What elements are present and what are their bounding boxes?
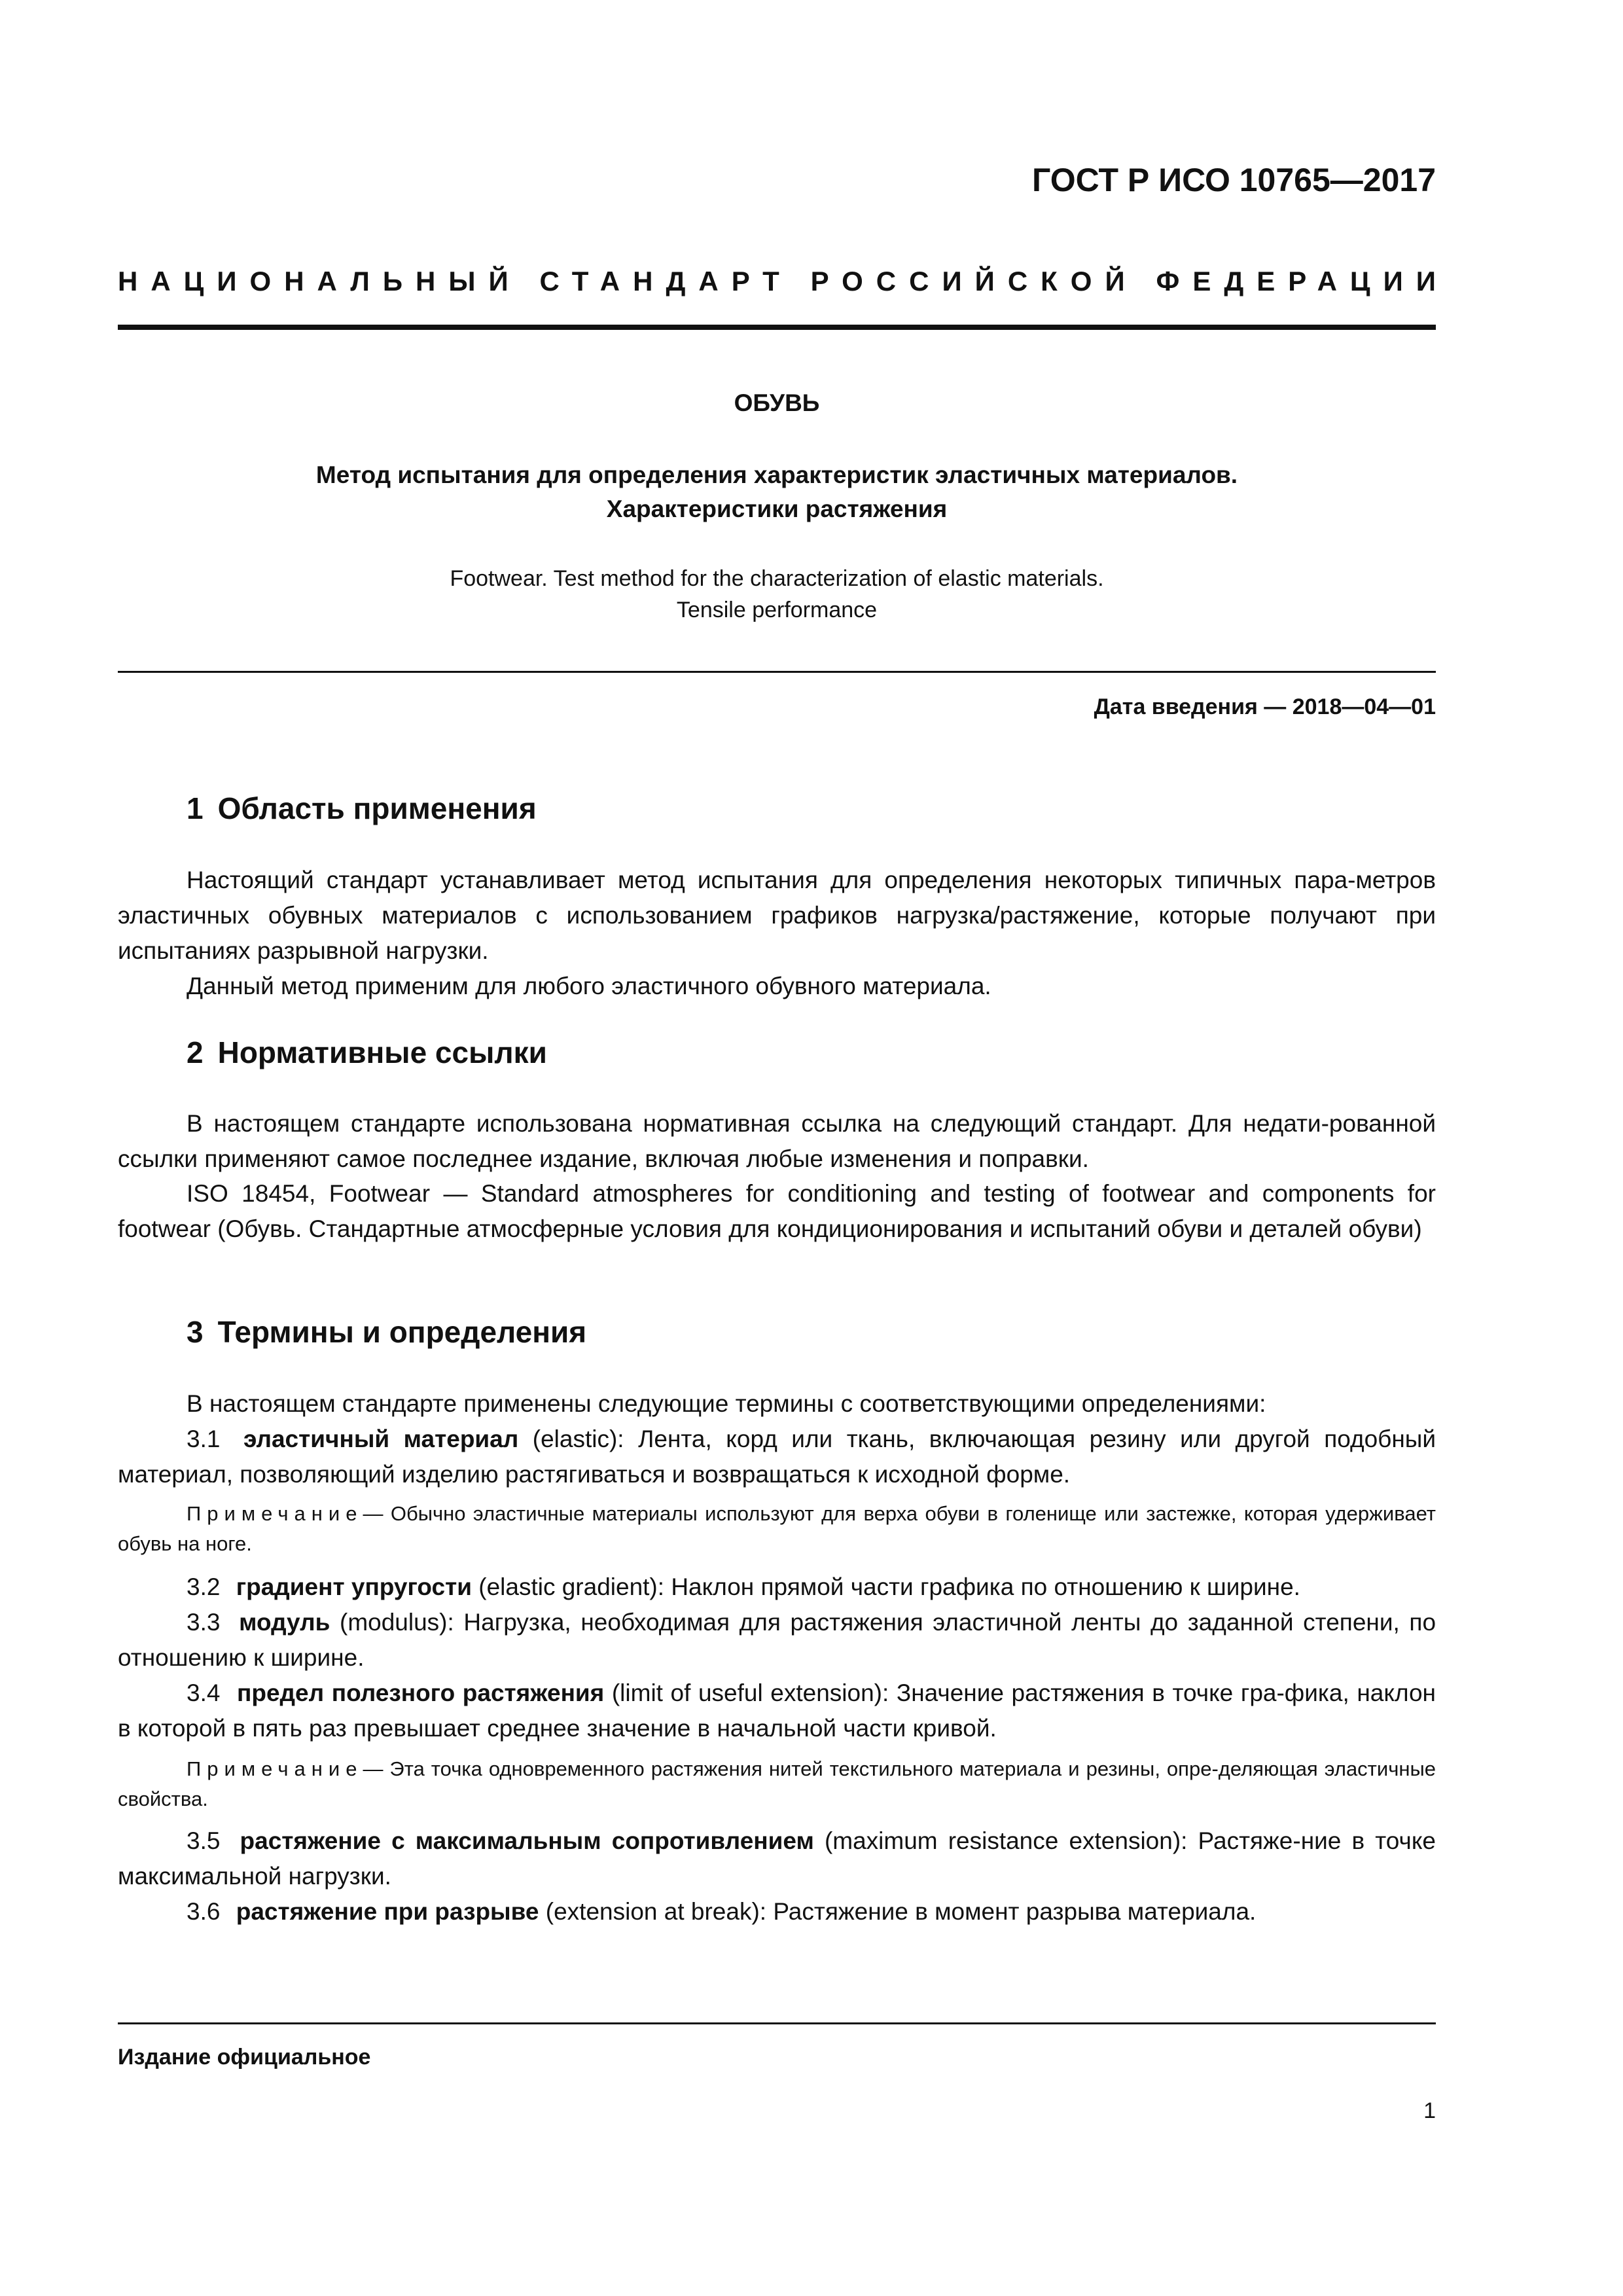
title-divider [118,671,1436,673]
section-title: Нормативные ссылки [217,1035,547,1069]
term-number: 3.3 [187,1609,221,1636]
term-english: (elastic gradient): [478,1573,665,1600]
term-name: растяжение с максимальным сопротивлением [240,1827,814,1854]
note [118,1754,1436,1814]
english-title-line: Footwear. Test method for the characterization of elastic materials. [450,566,1104,591]
term-number: 3.5 [187,1827,221,1854]
section-number: 1 [187,791,204,825]
term-english: (elastic): [532,1426,624,1452]
term-name: предел полезного растяжения [237,1679,605,1706]
subtitle-line: Характеристики растяжения [606,495,948,522]
term-definition [118,1422,1436,1492]
term-text: Растяже-ние в точке максимальной нагрузки. [118,1827,1436,1890]
section-title: Область применения [217,791,537,825]
standard-code: ГОСТ Р ИСО 10765—2017 [1032,162,1436,198]
note-label: Примечание [187,1502,363,1525]
standard-banner [118,262,1449,301]
section-title: Термины и определения [217,1315,587,1349]
banner-word: ФЕДЕРАЦИИ [1156,266,1449,296]
term-name: градиент упругости [236,1573,472,1600]
document-subtitle [118,458,1436,526]
term-english: (extension at break): [545,1898,767,1925]
note [118,1499,1436,1559]
footer-divider [118,2022,1436,2024]
banner-word: НАЦИОНАЛЬНЫЙ [118,266,522,296]
edition-label: Издание официальное [118,2045,371,2070]
term-number: 3.6 [187,1898,221,1925]
term-number: 3.2 [187,1573,221,1600]
term-text: Наклон прямой части графика по отношению к ширине. [671,1573,1300,1600]
term-definition [118,1676,1436,1746]
term-name: модуль [239,1609,330,1636]
term-text: Нагрузка, необходимая для растяжения эластичной ленты до заданной степени, по отношению к ширине. [118,1609,1436,1671]
term-definition [118,1605,1436,1676]
subtitle-line: Метод испытания для определения характеристик эластичных материалов. [315,461,1238,488]
term-name: эластичный материал [243,1426,519,1452]
header-divider [118,325,1436,330]
section-heading [187,1312,586,1352]
term-english: (modulus): [340,1609,454,1636]
term-definition [118,1823,1436,1894]
paragraph: В настоящем стандарте применены следующие термины с соответствующими определениями: [187,1390,1266,1417]
term-number: 3.1 [187,1426,221,1452]
term-number: 3.4 [187,1679,221,1706]
term-definition [118,1570,1436,1605]
section-heading [187,1033,547,1072]
term-text: Растяжение в момент разрыва материала. [773,1898,1257,1925]
english-title-line: Tensile performance [676,598,878,622]
paragraph: Настоящий стандарт устанавливает метод испытания для определения некоторых типичных пара-метров эластичных обувных материалов с использованием графиков нагрузка/растяжение, которые получают при испытаниях разрывной нагрузки. [118,867,1436,964]
term-definition [118,1894,1436,1929]
term-text: Значение растяжения в точке гра-фика, наклон в которой в пять раз превышает среднее значение в начальной части кривой. [118,1679,1436,1742]
note-label: Примечание [187,1757,363,1780]
term-name: растяжение при разрыве [236,1898,539,1925]
term-text: Лента, корд или ткань, включающая резину или другой подобный материал, позволяющий изделию растягиваться и возвращаться к исходной форме. [118,1426,1436,1488]
term-english: (maximum resistance extension): [824,1827,1188,1854]
term-english: (limit of useful extension): [611,1679,889,1706]
document-title: ОБУВЬ [734,389,820,416]
paragraph: В настоящем стандарте использована нормативная ссылка на следующий стандарт. Для недати-рованной ссылки применяют самое последнее издание, включая любые изменения и поправки. [118,1110,1436,1172]
english-title [118,563,1436,626]
note-text: — Эта точка одновременного растяжения нитей текстильного материала и резины, опре-деляющая эластичные свойства. [118,1757,1436,1810]
banner-word: СТАНДАРТ [539,266,793,296]
section-number: 2 [187,1035,204,1069]
paragraph: Данный метод применим для любого эластичного обувного материала. [187,973,991,999]
paragraph: ISO 18454, Footwear — Standard atmospheres for conditioning and testing of footwear and components for footwear (Обувь. Стандартные атмосферные условия для кондиционирования и испытаний обуви и деталей обуви) [118,1180,1436,1242]
section-heading [187,789,537,828]
page-number: 1 [1423,2098,1436,2123]
introduction-date: Дата введения — 2018—04—01 [1094,694,1436,719]
section-number: 3 [187,1315,204,1349]
note-text: — Обычно эластичные материалы используют для верха обуви в голенище или застежке, которая удерживает обувь на ноге. [118,1502,1436,1555]
banner-word: РОССИЙСКОЙ [810,266,1138,296]
